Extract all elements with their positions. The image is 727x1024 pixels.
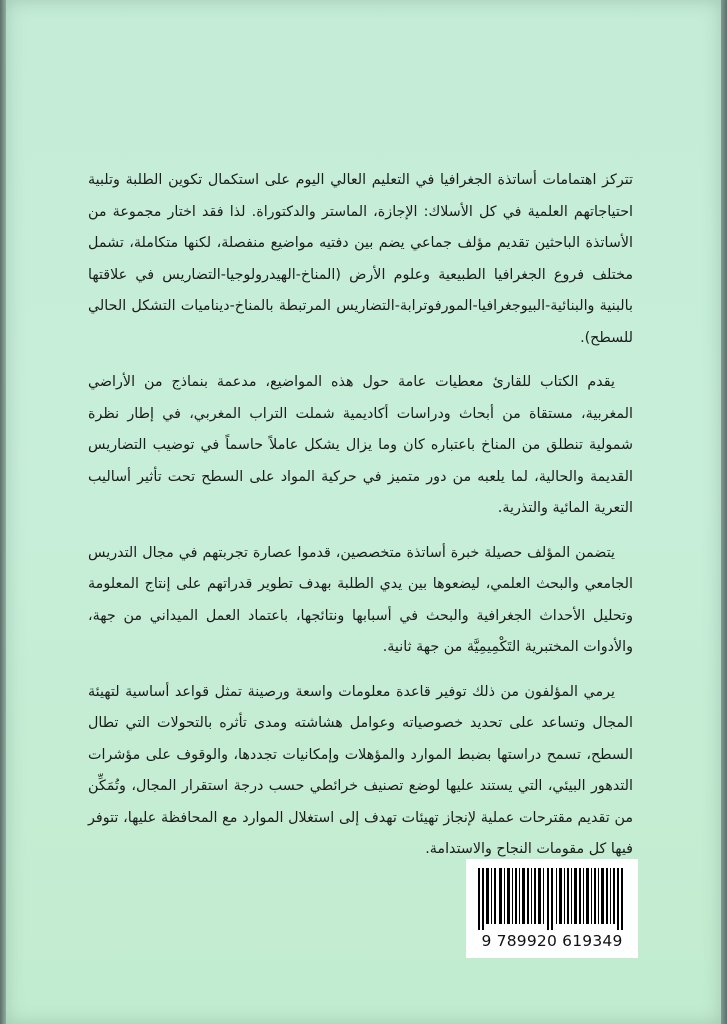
blurb-text xyxy=(88,165,633,879)
barcode-bars xyxy=(476,868,628,930)
blurb-paragraph-1: تتركز اهتمامات أساتذة الجغرافيا في التعليم العالي اليوم على استكمال تكوين الطلبة وتلبية احتياجاتهم العلمية في كل الأسلاك: الإجازة، الماستر والدكتوراة. لذا فقد اختار مجموعة من الأساتذة الباحثين تقديم مؤلف جماعي يضم بين دفتيه مواضيع منفصلة، لكنها متكاملة، تشمل مختلف فروع الجغرافيا الطبيعية وعلوم الأرض (المناخ-الهيدرولوجيا-التضاريس في علاقتها بالبنية والبنائية-البيوجغرافيا-المورفوترابة-التضاريس المرتبطة بالمناخ-ديناميات التشكل الحالي للسطح). xyxy=(88,172,633,346)
cover-right-edge xyxy=(721,0,727,1024)
isbn-barcode xyxy=(466,859,638,958)
isbn-number: 9 789920 619349 xyxy=(481,932,623,950)
blurb-paragraph-4: يرمي المؤلفون من ذلك توفير قاعدة معلومات واسعة ورصينة تمثل قواعد أساسية لتهيئة المجال وتساعد على تحديد خصوصياته وعوامل هشاشته ومدى تأثره بالتحولات التي تطال السطح، تسمح دراستها بضبط الموارد والمؤهلات وإمكانيات تجددها، والوقوف على مؤشرات التدهور البيئي، التي يستند عليها لوضع تصنيف خرائطي حسب درجة استقرار المجال، وتُمَكِّن من تقديم مقترحات عملية لإنجاز تهيئات تهدف إلى استغلال الموارد مع المحافظة عليها، تتوفر فيها كل مقومات النجاح والاستدامة. xyxy=(88,683,633,857)
blurb-paragraph-3: يتضمن المؤلف حصيلة خبرة أساتذة متخصصين، قدموا عصارة تجربتهم في مجال التدريس الجامعي والبحث العلمي، ليضعوها بين يدي الطلبة بهدف تطوير قدراتهم على إنتاج المعلومة وتحليل الأحداث الجغرافية والبحث في أسبابها ونتائجها، باعتماد العمل الميداني من جهة، والأدوات المختبرية التَكْمِيمِيَّة من جهة ثانية. xyxy=(88,544,633,655)
blurb-paragraph-2: يقدم الكتاب للقارئ معطيات عامة حول هذه المواضيع، مدعمة بنماذج من الأراضي المغربية، مستقاة من أبحاث ودراسات أكاديمية شملت التراب المغربي، في إطار نظرة شمولية تنطلق من المناخ باعتباره كان وما يزال يشكل عاملاً حاسماً في توضيب التضاريس القديمة والحالية، لما يلعبه من دور متميز في حركية المواد على السطح تحت تأثير أساليب التعرية المائية والتذرية. xyxy=(88,374,633,516)
